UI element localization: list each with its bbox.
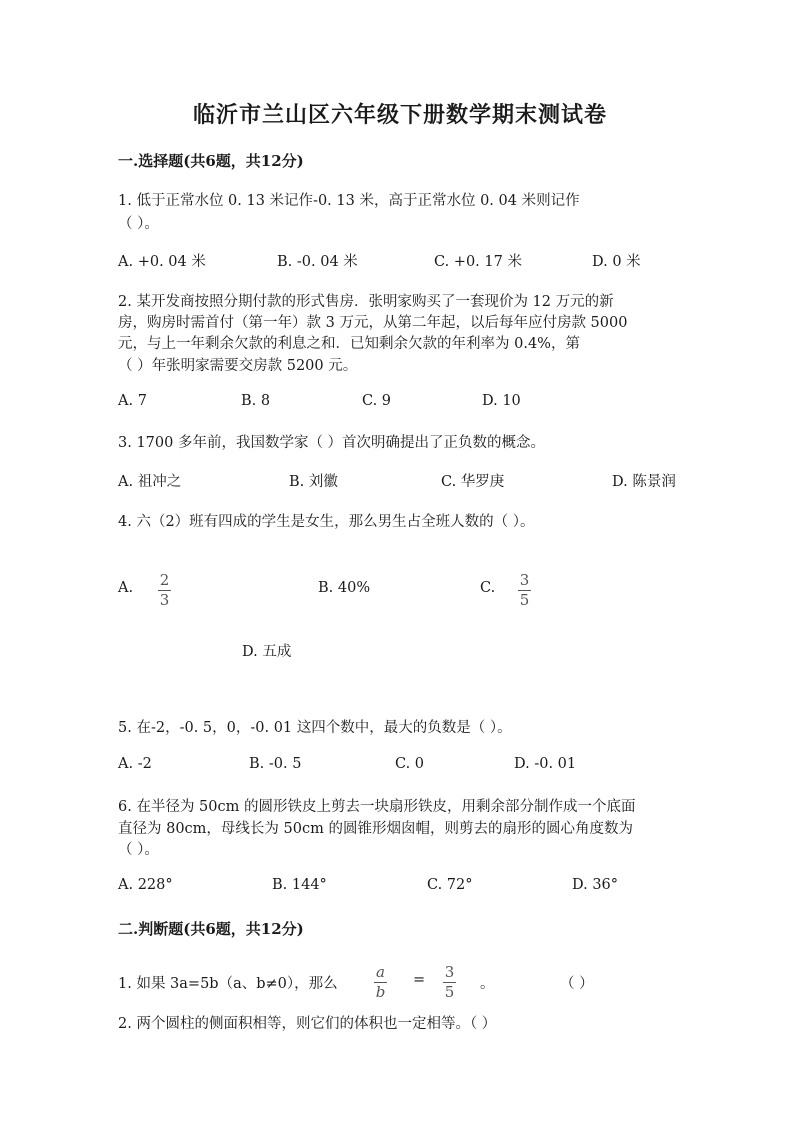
judgement-1-text: 1. 如果 3a=5b（a、b≠0），那么 — [118, 976, 338, 992]
judgement-1-period: 。 — [480, 976, 495, 992]
question-2-line-4: （ ）年张明家需要交房款 5200 元。 — [118, 358, 358, 374]
question-6-option-c[interactable]: C. 72° — [427, 877, 473, 893]
fraction-numerator: a — [376, 963, 385, 981]
question-6-line-1: 6. 在半径为 50cm 的圆形铁皮上剪去一块扇形铁皮，用剩余部分制作成一个底面 — [118, 799, 636, 815]
fraction-denominator: 5 — [519, 591, 530, 609]
question-3-option-a[interactable]: A. 祖冲之 — [118, 474, 182, 490]
fraction-numerator: 3 — [519, 571, 530, 589]
question-3-option-c[interactable]: C. 华罗庚 — [441, 474, 505, 490]
question-6-line-2: 直径为 80cm，母线长为 50cm 的圆锥形烟囱帽，则剪去的扇形的圆心角度数为 — [118, 821, 633, 837]
question-4-option-c[interactable]: C. — [480, 580, 496, 596]
judgement-1-fraction-35 — [443, 964, 456, 1001]
question-4-option-b[interactable]: B. 40% — [318, 580, 371, 596]
question-2-option-b[interactable]: B. 8 — [241, 393, 271, 409]
question-1-option-d[interactable]: D. 0 米 — [592, 254, 641, 270]
question-2-line-2: 房，购房时需首付（第一年）款 3 万元，从第二年起，以后每年应付房款 5000 — [118, 315, 628, 331]
question-2-line-1: 2. 某开发商按照分期付款的形式售房．张明家购买了一套现价为 12 万元的新 — [118, 294, 614, 310]
question-4-fraction-a — [158, 572, 171, 609]
question-1-text: 1. 低于正常水位 0. 13 米记作-0. 13 米，高于正常水位 0. 04 米则记作 — [118, 193, 580, 209]
question-2-option-a[interactable]: A. 7 — [118, 393, 147, 409]
fraction-denominator: 3 — [159, 591, 170, 609]
question-6-option-d[interactable]: D. 36° — [572, 877, 619, 893]
question-2-option-d[interactable]: D. 10 — [482, 393, 521, 409]
fraction-denominator: b — [375, 983, 386, 1001]
question-5-option-b[interactable]: B. -0. 5 — [249, 756, 302, 772]
question-3-option-d[interactable]: D. 陈景润 — [612, 474, 676, 490]
page-title: 临沂市兰山区六年级下册数学期末测试卷 — [192, 102, 607, 128]
fraction-numerator: 3 — [444, 963, 455, 981]
question-1-option-b[interactable]: B. -0. 04 米 — [277, 254, 358, 270]
question-3-option-b[interactable]: B. 刘徽 — [289, 474, 338, 490]
question-2-option-c[interactable]: C. 9 — [362, 393, 392, 409]
section-heading-judgement: 二.判断题(共6题，共12分) — [118, 920, 304, 938]
question-1-option-c[interactable]: C. +0. 17 米 — [434, 254, 522, 270]
fraction-numerator: 2 — [159, 571, 170, 589]
section-heading-choice: 一.选择题(共6题，共12分) — [118, 152, 304, 170]
question-2-line-3: 元，与上一年剩余欠款的利息之和．已知剩余欠款的年利率为 0.4%，第 — [118, 336, 580, 352]
question-6-option-b[interactable]: B. 144° — [272, 877, 327, 893]
judgement-2-text: 2. 两个圆柱的侧面积相等，则它们的体积也一定相等。（ ） — [118, 1016, 497, 1032]
question-4-text: 4. 六（2）班有四成的学生是女生，那么男生占全班人数的（ ）。 — [118, 514, 535, 530]
question-4-option-d[interactable]: D. 五成 — [242, 644, 292, 660]
question-3-text: 3. 1700 多年前，我国数学家（ ）首次明确提出了正负数的概念。 — [118, 435, 546, 451]
question-5-text: 5. 在-2，-0. 5，0，-0. 01 这四个数中，最大的负数是（ ）。 — [118, 720, 512, 736]
judgement-1-fraction-ab — [374, 964, 387, 1001]
question-1-option-a[interactable]: A. +0. 04 米 — [118, 254, 206, 270]
question-1-blank: （ ）。 — [118, 216, 159, 232]
question-6-option-a[interactable]: A. 228° — [118, 877, 173, 893]
judgement-1-equals: = — [413, 972, 426, 988]
question-4-fraction-c — [518, 572, 531, 609]
question-6-line-3: （ ）。 — [118, 842, 159, 858]
question-5-option-d[interactable]: D. -0. 01 — [514, 756, 577, 772]
judgement-1-answer-blank[interactable]: （ ） — [560, 976, 594, 992]
question-5-option-a[interactable]: A. -2 — [118, 756, 152, 772]
question-4-option-a[interactable]: A. — [118, 580, 134, 596]
fraction-denominator: 5 — [444, 983, 455, 1001]
question-5-option-c[interactable]: C. 0 — [395, 756, 425, 772]
